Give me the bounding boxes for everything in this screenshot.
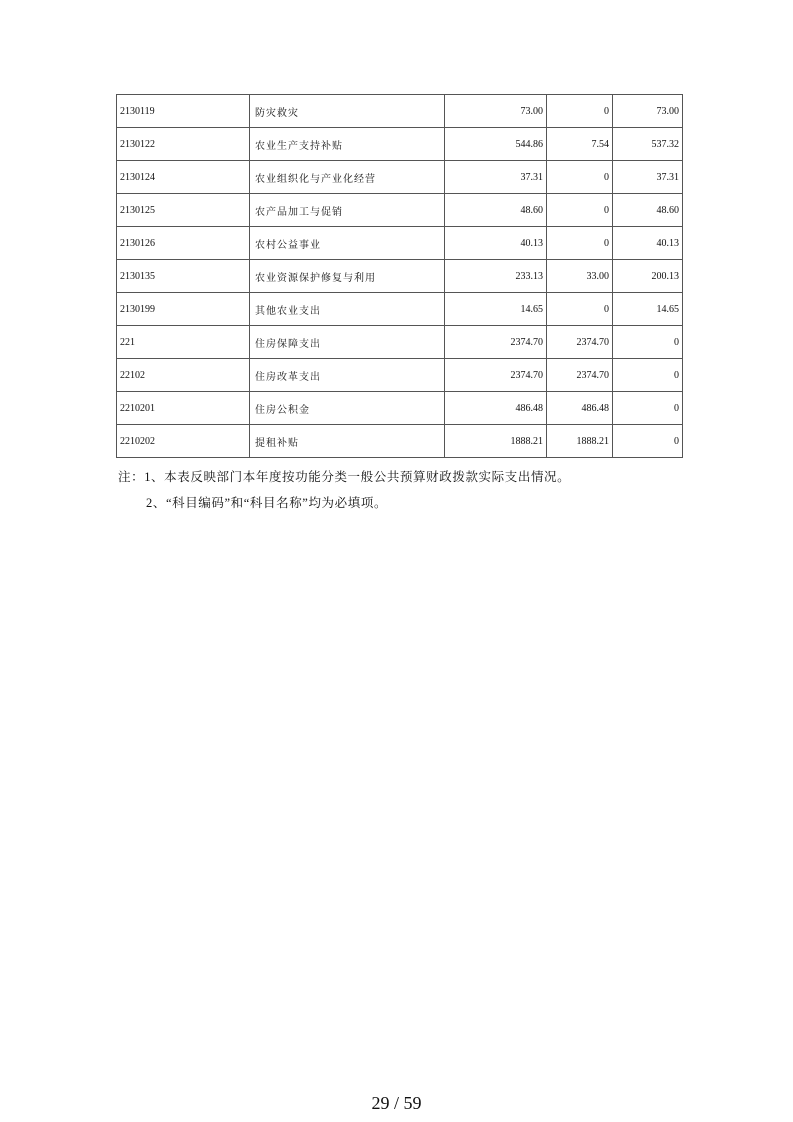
subject-name-cell: 住房公积金 (250, 392, 445, 425)
project-expenditure-cell: 537.32 (613, 128, 683, 161)
table-row (117, 359, 683, 392)
table-row (117, 260, 683, 293)
project-expenditure-cell: 0 (613, 425, 683, 458)
total-cell: 544.86 (445, 128, 547, 161)
basic-expenditure-cell: 0 (547, 227, 613, 260)
subject-code-cell: 2130122 (117, 128, 250, 161)
subject-code-cell: 2130125 (117, 194, 250, 227)
basic-expenditure-cell: 33.00 (547, 260, 613, 293)
basic-expenditure-cell: 1888.21 (547, 425, 613, 458)
total-cell: 37.31 (445, 161, 547, 194)
subject-name-cell: 防灾救灾 (250, 95, 445, 128)
page-number: 29 / 59 (371, 1093, 422, 1113)
table-row (117, 128, 683, 161)
table-row (117, 161, 683, 194)
basic-expenditure-cell: 2374.70 (547, 359, 613, 392)
basic-expenditure-cell: 0 (547, 161, 613, 194)
basic-expenditure-cell: 7.54 (547, 128, 613, 161)
subject-code-cell: 2210201 (117, 392, 250, 425)
table-row (117, 425, 683, 458)
basic-expenditure-cell: 0 (547, 293, 613, 326)
table-row (117, 392, 683, 425)
total-cell: 1888.21 (445, 425, 547, 458)
total-cell: 233.13 (445, 260, 547, 293)
total-cell: 486.48 (445, 392, 547, 425)
basic-expenditure-cell: 0 (547, 95, 613, 128)
total-cell: 2374.70 (445, 359, 547, 392)
table-row (117, 95, 683, 128)
project-expenditure-cell: 0 (613, 392, 683, 425)
subject-code-cell: 2130126 (117, 227, 250, 260)
subject-code-cell: 2130199 (117, 293, 250, 326)
expenditure-table (116, 94, 683, 458)
subject-name-cell: 农业组织化与产业化经营 (250, 161, 445, 194)
subject-code-cell: 22102 (117, 359, 250, 392)
subject-name-cell: 农业生产支持补贴 (250, 128, 445, 161)
subject-code-cell: 2130135 (117, 260, 250, 293)
basic-expenditure-cell: 2374.70 (547, 326, 613, 359)
project-expenditure-cell: 48.60 (613, 194, 683, 227)
total-cell: 73.00 (445, 95, 547, 128)
table-row (117, 293, 683, 326)
project-expenditure-cell: 40.13 (613, 227, 683, 260)
subject-code-cell: 2130124 (117, 161, 250, 194)
table-row (117, 194, 683, 227)
basic-expenditure-cell: 0 (547, 194, 613, 227)
subject-name-cell: 农业资源保护修复与利用 (250, 260, 445, 293)
project-expenditure-cell: 200.13 (613, 260, 683, 293)
table-notes (118, 464, 698, 516)
project-expenditure-cell: 37.31 (613, 161, 683, 194)
project-expenditure-cell: 14.65 (613, 293, 683, 326)
table-body (117, 95, 683, 458)
total-cell: 40.13 (445, 227, 547, 260)
total-cell: 14.65 (445, 293, 547, 326)
note-line-1: 注：1、本表反映部门本年度按功能分类一般公共预算财政拨款实际支出情况。 (118, 470, 571, 484)
subject-name-cell: 其他农业支出 (250, 293, 445, 326)
total-cell: 48.60 (445, 194, 547, 227)
subject-name-cell: 提租补贴 (250, 425, 445, 458)
basic-expenditure-cell: 486.48 (547, 392, 613, 425)
subject-code-cell: 221 (117, 326, 250, 359)
total-cell: 2374.70 (445, 326, 547, 359)
table-row (117, 227, 683, 260)
subject-name-cell: 住房保障支出 (250, 326, 445, 359)
subject-name-cell: 农产品加工与促销 (250, 194, 445, 227)
subject-code-cell: 2130119 (117, 95, 250, 128)
subject-name-cell: 住房改革支出 (250, 359, 445, 392)
project-expenditure-cell: 0 (613, 326, 683, 359)
note-line-2: 2、“科目编码”和“科目名称”均为必填项。 (146, 496, 388, 510)
subject-code-cell: 2210202 (117, 425, 250, 458)
project-expenditure-cell: 73.00 (613, 95, 683, 128)
subject-name-cell: 农村公益事业 (250, 227, 445, 260)
table-row (117, 326, 683, 359)
project-expenditure-cell: 0 (613, 359, 683, 392)
